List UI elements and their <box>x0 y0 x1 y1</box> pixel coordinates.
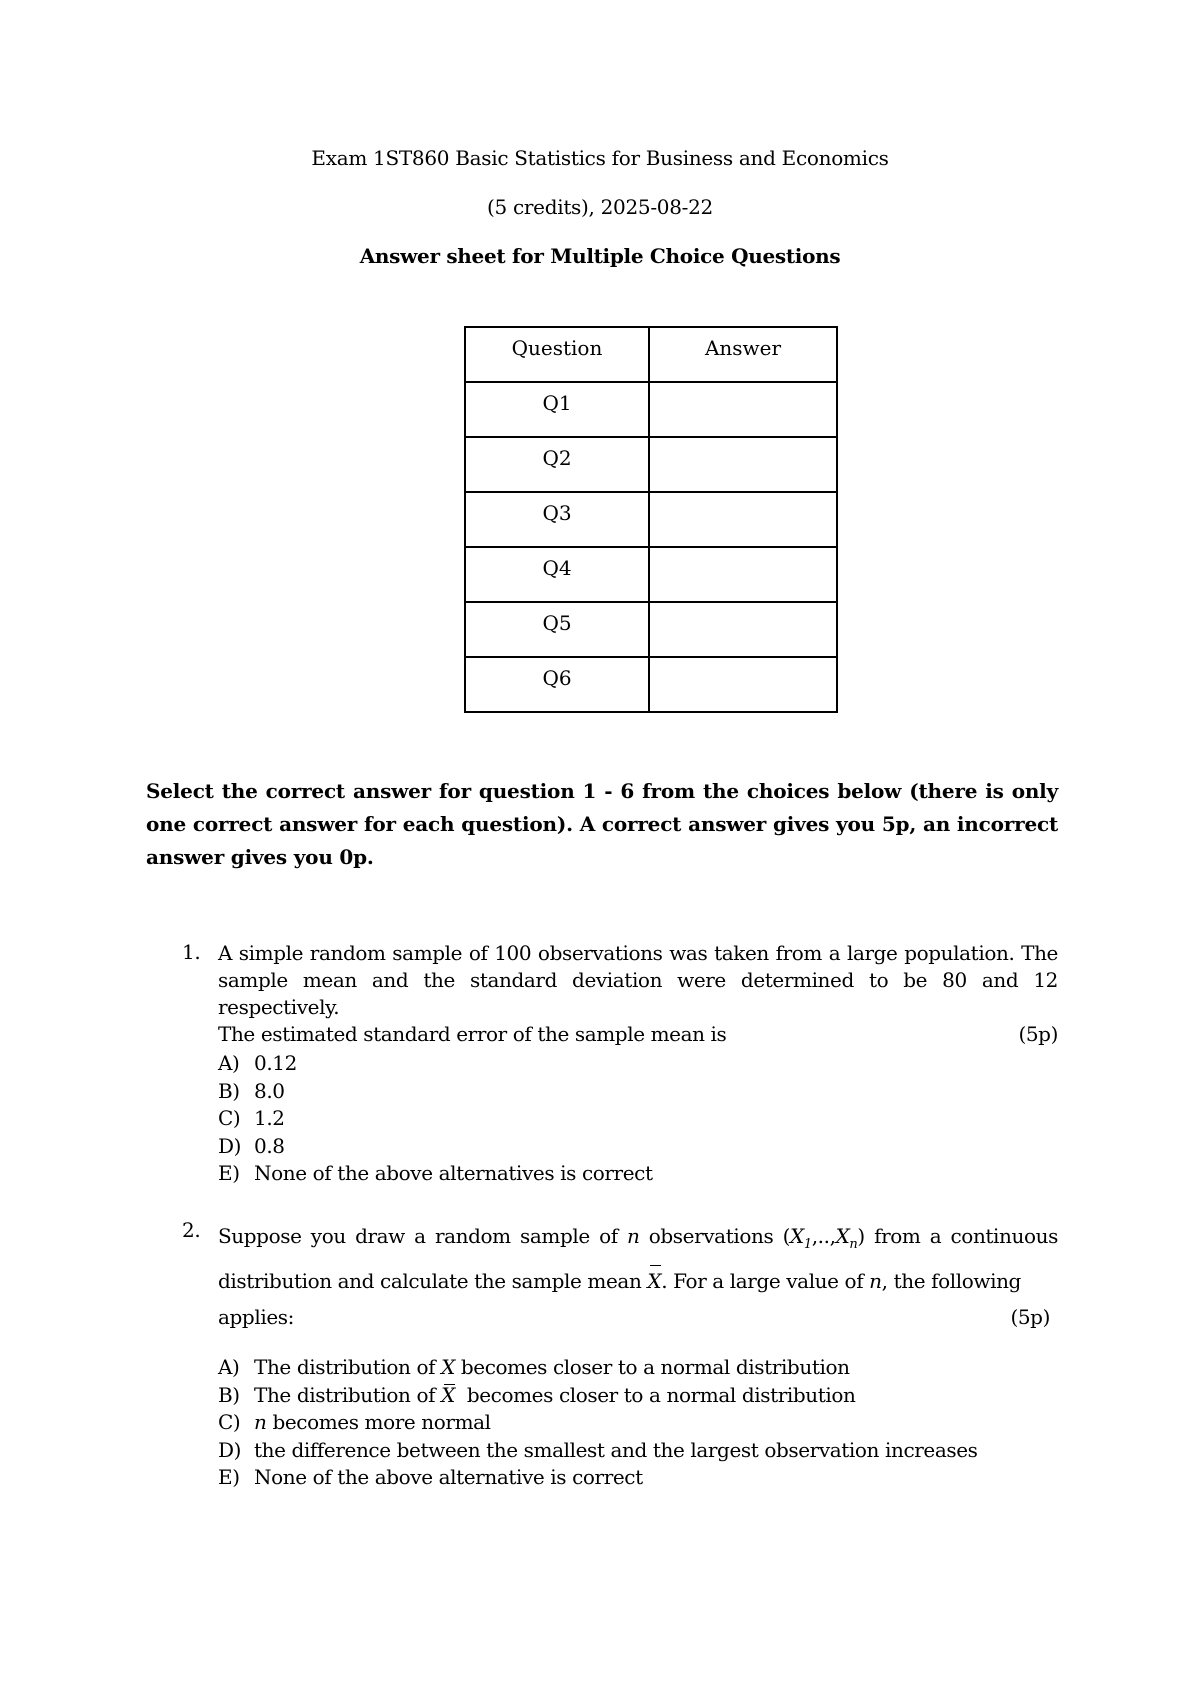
question-text <box>218 940 1058 1048</box>
header-question: Question <box>465 327 649 382</box>
exam-title: Exam 1ST860 Basic Statistics for Business and Economics <box>311 146 889 170</box>
question-cell: Q1 <box>465 382 649 437</box>
table-row <box>465 492 837 547</box>
table-row <box>465 382 837 437</box>
question-points: (5p) <box>1018 1022 1058 1046</box>
question-number: 1. <box>182 940 201 964</box>
question-cell: Q3 <box>465 492 649 547</box>
x-bar-symbol: X <box>441 1382 455 1407</box>
question-cell: Q6 <box>465 657 649 712</box>
table-row <box>465 547 837 602</box>
option-list <box>218 1050 1078 1188</box>
option-list <box>218 1354 1078 1492</box>
option-b[interactable]: B) 8.0 <box>218 1078 285 1103</box>
option-e[interactable]: E) None of the above alternatives is correct <box>218 1161 653 1185</box>
option-a[interactable]: A) The distribution of X becomes closer to a normal distribution <box>218 1355 850 1379</box>
option-e[interactable]: E) None of the above alternative is correct <box>218 1465 643 1489</box>
instructions: Select the correct answer for question 1 - 6 from the choices below (there is only one correct answer for each question). A correct answer gives you 5p, an incorrect answer gives you 0p. <box>146 779 1058 869</box>
option-d[interactable]: D) 0.8 <box>218 1133 285 1158</box>
table-row <box>465 657 837 712</box>
option-c[interactable]: C) n becomes more normal <box>218 1410 491 1434</box>
answer-table <box>464 326 838 713</box>
answer-cell[interactable] <box>649 602 837 657</box>
question-number: 2. <box>182 1218 201 1242</box>
option-b[interactable]: B) The distribution of X becomes closer to a normal distribution <box>218 1382 856 1407</box>
question-text-main: A simple random sample of 100 observations was taken from a large population. The sample mean and the standard deviation were determined to be 80 and 12 respectively. <box>218 941 1058 1019</box>
option-d[interactable]: D) the difference between the smallest and the largest observation increases <box>218 1437 978 1462</box>
table-row <box>465 602 837 657</box>
x-bar-symbol: X <box>647 1263 661 1299</box>
header-answer: Answer <box>649 327 837 382</box>
answer-cell[interactable] <box>649 547 837 602</box>
question-cell: Q5 <box>465 602 649 657</box>
answer-cell[interactable] <box>649 437 837 492</box>
table-row <box>465 437 837 492</box>
question-text-main: Suppose you draw a random sample of n observations $(X_1,..,X_n)$ from a continuous distribution and calculate the sample mean X. For a large value of n, the following <box>218 1218 1058 1299</box>
question-points: (5p) <box>1010 1305 1050 1329</box>
exam-subtitle: (5 credits), 2025-08-22 <box>487 195 713 219</box>
question-text <box>218 1218 1058 1335</box>
question-cell: Q4 <box>465 547 649 602</box>
option-a[interactable]: A) 0.12 <box>218 1051 297 1075</box>
answer-cell[interactable] <box>649 382 837 437</box>
option-c[interactable]: C) 1.2 <box>218 1106 285 1130</box>
answer-sheet-title: Answer sheet for Multiple Choice Questions <box>359 244 841 268</box>
question-text-end: The estimated standard error of the sample mean is <box>218 1022 727 1046</box>
question-cell: Q2 <box>465 437 649 492</box>
table-header-row <box>465 327 837 382</box>
question-text-end: applies: <box>218 1305 294 1329</box>
answer-cell[interactable] <box>649 492 837 547</box>
answer-cell[interactable] <box>649 657 837 712</box>
